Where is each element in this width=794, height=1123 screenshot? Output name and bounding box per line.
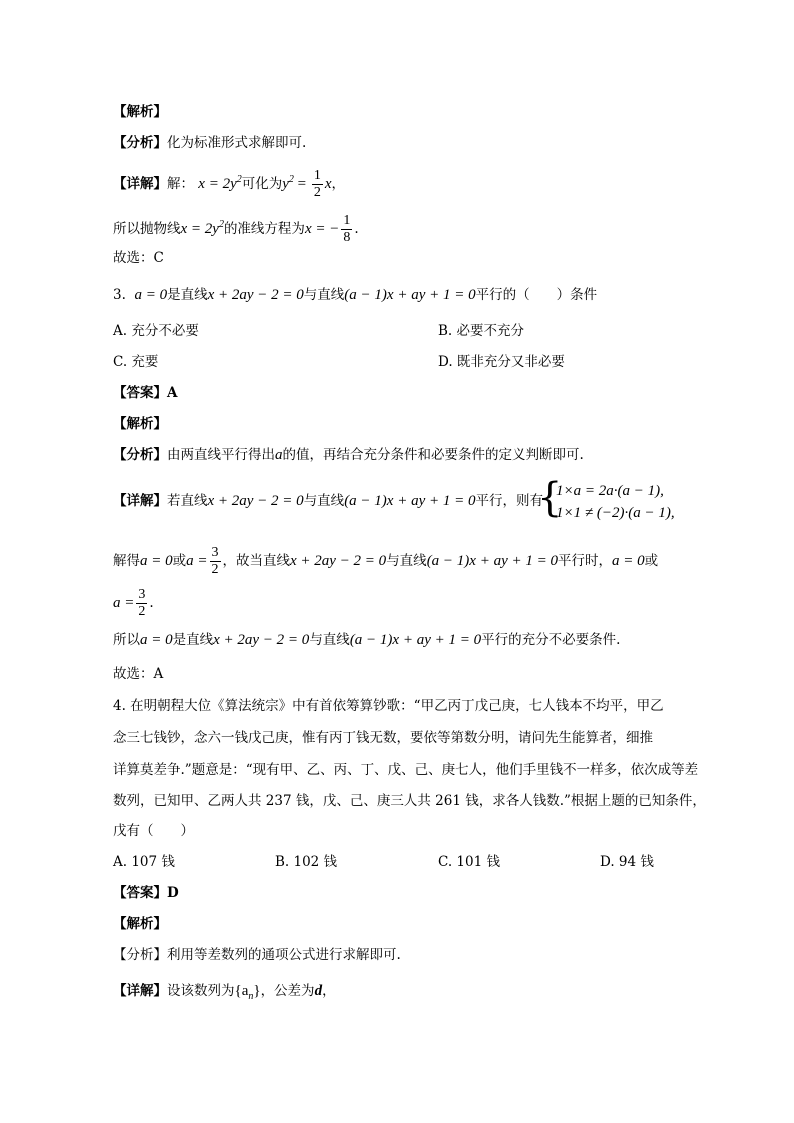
q2-directrix-line (113, 213, 359, 246)
q3-xj-a: 若直线 (167, 493, 208, 509)
sol-c: 或 (172, 553, 187, 569)
q4-xj-c: ， (322, 983, 336, 999)
q3-text-d: 与直线 (303, 287, 345, 303)
common-difference-d: d (314, 983, 323, 999)
q4-para-2: 念三七钱钞，念六一钱戊己庚，惟有丙丁钱无数，要依等第数分明，请问先生能算者，细推 (113, 730, 653, 746)
q4-para-1: 4. 在明朝程大位《算法统宗》中有首依筹算钞歌：“甲乙丙丁戊己庚，七人钱本不均平，甲乙 (113, 698, 664, 714)
sol-f: 与直线 (386, 553, 427, 569)
comma: ， (331, 176, 346, 192)
system-eq-1: 1×a = 2a·(a − 1), (556, 483, 664, 499)
q3-jiexi-heading: 【解析】 (113, 416, 167, 432)
q3-xiangjie (113, 491, 543, 511)
q3-xj-line2: (a − 1)x + ay + 1 = 0 (344, 493, 476, 509)
q3-stem (113, 285, 597, 305)
equation-x-2y2 (198, 176, 241, 192)
q3-fenxi-a: 由两直线平行得出 (167, 447, 275, 463)
q3-answer: 故选：A (113, 666, 164, 682)
eq2-exponent: 2 (288, 174, 294, 185)
q3-xiangjie-tag: 【详解】 (113, 493, 167, 509)
q4-para-5: 戊有（ ） (113, 823, 194, 839)
q3-option-d: D. 既非充分又非必要 (438, 354, 565, 370)
q2-answer: 故选：C (113, 250, 164, 266)
q3-option-c: C. 充要 (113, 354, 159, 370)
sol-h: a = 0 (611, 553, 645, 569)
q3-fenxi-tag: 【分析】 (113, 447, 167, 463)
sol-line1: x + 2ay − 2 = 0 (290, 553, 387, 569)
q3-xj-b: 与直线 (303, 493, 345, 509)
q4-daan: 【答案】D (113, 885, 179, 901)
q3-line1: x + 2ay − 2 = 0 (207, 287, 304, 303)
q3-fenxi (113, 445, 584, 465)
concl-e: 平行的充分不必要条件. (481, 632, 621, 648)
q4-option-c: C. 101 钱 (438, 854, 500, 870)
q3-solution (113, 545, 658, 578)
q4-xj-a: 设该数列为 (167, 983, 235, 999)
eq2-x: x (324, 176, 332, 192)
cont-end: . (149, 595, 154, 611)
fenxi-text: 化为标准形式求解即可. (167, 135, 307, 151)
q4-jiexi-heading: 【解析】 (113, 916, 167, 932)
q4-para-3: 详算莫差争.”题意是：“现有甲、乙、丙、丁、戊、己、庚七人，他们手里钱不一样多，依次成等差 (113, 762, 699, 778)
sol-b: a = 0 (140, 553, 173, 569)
equation-y2 (282, 176, 310, 192)
q2-xiangjie (113, 168, 345, 201)
line2-mid: 的准线方程为 (223, 221, 305, 237)
q3-xj-c: 平行，则有 (475, 493, 543, 509)
concl-a: 所以 (113, 632, 140, 648)
seq-sub: n (248, 991, 254, 1002)
xiangjie-tag: 【详解】 (113, 176, 167, 192)
q2-fenxi (113, 133, 306, 153)
frac8-num: 1 (343, 213, 351, 228)
system-eq-2: 1×1 ≠ (−2)·(a − 1), (556, 505, 675, 521)
q4-para-4: 数列，已知甲、乙两人共 237 钱，戊、己、庚三人共 261 钱，求各人钱数.”根据上题的已知条件， (113, 793, 706, 809)
fraction-one-half (312, 168, 323, 201)
frac8-den: 8 (343, 230, 351, 245)
q3-daan: 【答案】A (113, 385, 178, 401)
cont-a: a = (113, 595, 135, 611)
sol-a: 解得 (113, 553, 140, 569)
q3-number: 3. (113, 287, 126, 303)
q3-fenxi-var: a (275, 447, 283, 463)
eq1-text: x = 2y (198, 176, 237, 192)
sol-den: 2 (211, 562, 219, 577)
eq1-exponent: 2 (236, 174, 242, 185)
fenxi-tag: 【分析】 (113, 135, 167, 151)
period: . (354, 221, 359, 237)
q4-fenxi: 【分析】利用等差数列的通项公式进行求解即可. (113, 947, 401, 963)
q4-xiangjie-tag: 【详解】 (113, 983, 167, 999)
concl-d: 与直线 (309, 632, 350, 648)
q3-text-e: 平行的（ ）条件 (475, 287, 598, 303)
seq-open: {a (234, 983, 249, 999)
sol-g: 平行时， (557, 553, 612, 569)
sol-line2: (a − 1)x + ay + 1 = 0 (426, 553, 558, 569)
q3-option-b: B. 必要不充分 (438, 323, 525, 339)
line2-prefix: 所以抛物线 (113, 221, 181, 237)
sol-num: 3 (211, 545, 219, 560)
xiangjie-prefix: 解： (167, 176, 194, 192)
q3-conclusion (113, 630, 620, 650)
q2-jiexi-heading: 【解析】 (113, 104, 167, 120)
q4-xj-b: ，公差为 (260, 983, 315, 999)
frac-num: 1 (313, 168, 321, 183)
cont-num: 3 (138, 587, 146, 602)
eq2-var: y (282, 176, 289, 192)
mid-text: 可化为 (241, 176, 283, 192)
sequence-an (234, 983, 261, 1002)
cont-den: 2 (138, 604, 146, 619)
q3-xj-line1: x + 2ay − 2 = 0 (207, 493, 304, 509)
q4-xiangjie (113, 981, 336, 1007)
concl-b: a = 0 (140, 632, 173, 648)
frac-den: 2 (313, 185, 321, 200)
eq1-exp-repeat: 2 (218, 219, 224, 230)
concl-line2: (a − 1)x + ay + 1 = 0 (349, 632, 482, 648)
q3-text-c: 是直线 (167, 287, 208, 303)
q3-line2: (a − 1)x + ay + 1 = 0 (344, 287, 476, 303)
sol-i: 或 (644, 553, 659, 569)
fraction-three-halves (210, 545, 221, 578)
q4-option-d: D. 94 钱 (600, 854, 654, 870)
q3-solution-cont (113, 587, 154, 620)
sol-d: a = (186, 553, 208, 569)
fraction-one-eighth (341, 213, 352, 246)
concl-c: 是直线 (172, 632, 214, 648)
directrix-eq: x = − (304, 221, 340, 237)
eq1-repeat: x = 2y (180, 221, 219, 237)
sol-e: ，故当直线 (222, 553, 290, 569)
equation-x-2y2-repeat (181, 221, 224, 237)
q4-option-b: B. 102 钱 (275, 854, 338, 870)
q3-cond: a = 0 (134, 287, 168, 303)
fraction-three-halves-2 (136, 587, 147, 620)
q3-option-a: A. 充分不必要 (113, 323, 199, 339)
q3-fenxi-b: 的值，再结合充分条件和必要条件的定义判断即可. (282, 447, 584, 463)
system-brace: { (537, 475, 563, 521)
eq2-equals: = (293, 176, 310, 192)
q4-option-a: A. 107 钱 (113, 854, 175, 870)
seq-close: } (253, 983, 261, 999)
concl-line1: x + 2ay − 2 = 0 (213, 632, 310, 648)
